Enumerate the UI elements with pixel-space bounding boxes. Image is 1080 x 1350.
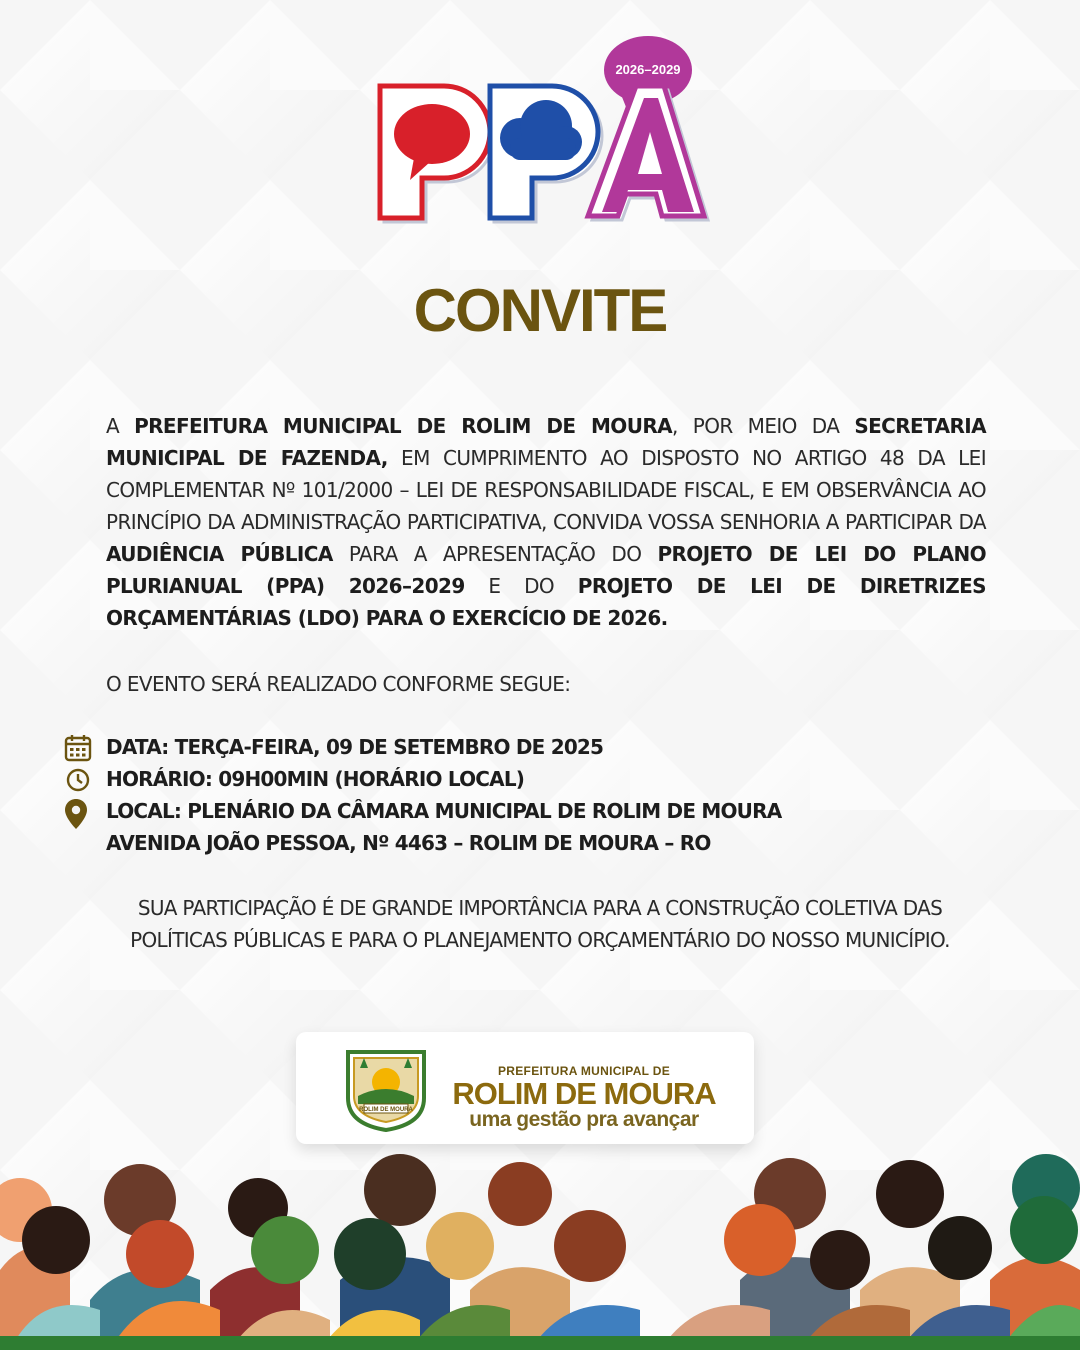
svg-text:ROLIM DE MOURA: ROLIM DE MOURA — [359, 1107, 413, 1113]
secretaria-bold: SECRETARIA MUNICIPAL DE FAZENDA, — [106, 414, 987, 470]
org-slogan-label: uma gestão pra avançar — [469, 1108, 699, 1131]
org-pre-label: PREFEITURA MUNICIPAL DE — [497, 1064, 671, 1078]
event-address: AVENIDA JOÃO PESSOA, Nº 4463 – ROLIM DE MOURA – RO — [106, 831, 711, 855]
event-details — [106, 731, 1006, 859]
audience-illustration — [0, 1150, 1080, 1350]
ldo-project-bold: PROJETO DE LEI DE DIRETRIZES ORÇAMENTÁRIAS (LDO) PARA O EXERCÍCIO DE 2026. — [106, 574, 986, 630]
invitation-paragraph: A PREFEITURA MUNICIPAL DE ROLIM DE MOURA, POR MEIO DA SECRETARIA MUNICIPAL DE FAZENDA, EM CUMPRIMENTO AO DISPOSTO NO ARTIGO 48 DA LEI COMPLEMENTAR Nº 101/2000 – LEI DE RESPONSABILIDADE FISCAL, E EM OBSERVÂNCIA AO PRINCÍPIO DA ADMINISTRAÇÃO PARTICIPATIVA, CONVIDA VOSSA SENHORIA A PARTICIPAR DA AUDIÊNCIA PÚBLICA PARA A APRESENTAÇÃO DO PROJETO DE LEI DO PLANO PLURIANUAL (PPA) 2026–2029 E DO PROJETO DE LEI DE DIRETRIZES ORÇAMENTÁRIAS (LDO) PARA O EXERCÍCIO DE 2026. — [106, 414, 987, 630]
clock-icon — [66, 768, 90, 792]
event-date: DATA: TERÇA-FEIRA, 09 DE SETEMBRO DE 2025 — [106, 735, 604, 759]
org-name-label: ROLIM DE MOURA — [452, 1076, 716, 1111]
ppa-project-bold: PROJETO DE LEI DO PLANO PLURIANUAL (PPA) 2026–2029 — [106, 542, 986, 598]
closing-message: SUA PARTICIPAÇÃO É DE GRANDE IMPORTÂNCIA PARA A CONSTRUÇÃO COLETIVA DAS POLÍTICAS PÚBLICAS E PARA O PLANEJAMENTO ORÇAMENTÁRIO DO NOSSO MUNICÍPIO. — [130, 896, 950, 952]
municipal-crest-icon — [342, 1046, 430, 1132]
event-time: HORÁRIO: 09H00MIN (HORÁRIO LOCAL) — [106, 767, 525, 791]
org-name-bold: PREFEITURA MUNICIPAL DE ROLIM DE MOURA — [134, 414, 673, 438]
years-badge-text: 2026–2029 — [615, 62, 681, 77]
prefeitura-logo-card — [296, 1032, 754, 1144]
page-title: CONVITE — [413, 277, 667, 344]
letter-p-blue — [490, 86, 602, 222]
letter-a-magenta — [588, 86, 708, 220]
event-intro: O EVENTO SERÁ REALIZADO CONFORME SEGUE: — [106, 672, 571, 696]
location-pin-icon — [64, 798, 88, 830]
ppa-logo — [370, 30, 710, 230]
audiencia-bold: AUDIÊNCIA PÚBLICA — [106, 542, 333, 566]
calendar-icon — [64, 734, 92, 762]
event-place: LOCAL: PLENÁRIO DA CÂMARA MUNICIPAL DE ROLIM DE MOURA — [106, 799, 782, 823]
letter-p-red — [380, 86, 494, 222]
